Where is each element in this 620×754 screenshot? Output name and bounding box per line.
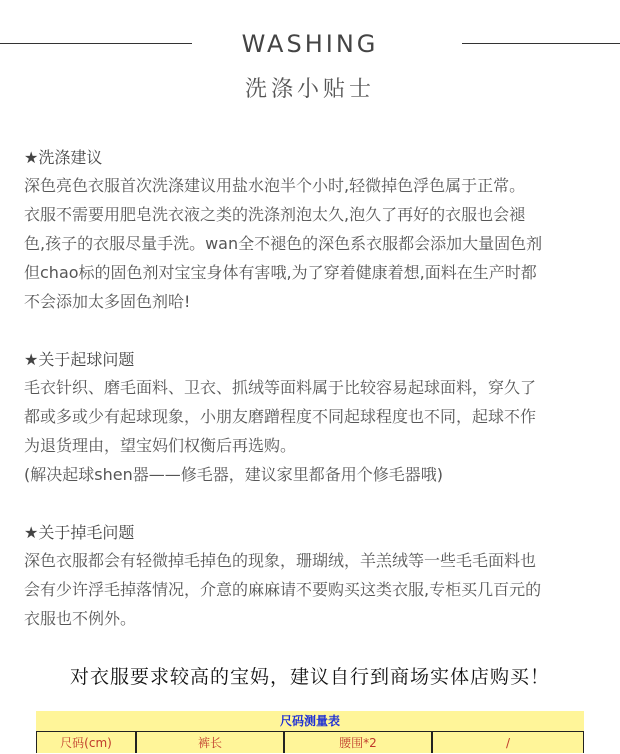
section-pilling <box>24 347 620 489</box>
header-title-en: WASHING <box>241 30 379 58</box>
section-title: ★关于掉毛问题 <box>24 523 135 542</box>
body-line: 但chao标的固色剂对宝宝身体有害哦,为了穿着健康着想,面料在生产时都 <box>24 263 537 282</box>
body-line: 会有少许浮毛掉落情况，介意的麻麻请不要购买这类衣服,专柜买几百元的 <box>24 580 542 599</box>
header-cell-pants-length: 裤长 <box>136 731 284 753</box>
section-shedding <box>24 520 620 633</box>
purchase-notice: 对衣服要求较高的宝妈，建议自行到商场实体店购买！ <box>69 666 550 688</box>
header-cell-waist: 腰围*2 <box>284 731 432 753</box>
section-title: ★关于起球问题 <box>24 350 135 369</box>
section-body <box>24 171 620 316</box>
body-line: 衣服也不例外。 <box>24 609 137 628</box>
washing-header <box>0 0 620 110</box>
body-line: 为退货理由，望宝妈们权衡后再选购。 <box>24 436 297 455</box>
body-line: 衣服不需要用肥皂洗衣液之类的洗涤剂泡太久,泡久了再好的衣服也会褪 <box>24 205 526 224</box>
body-line: (解决起球shen器——修毛器，建议家里都备用个修毛器哦) <box>24 465 443 484</box>
size-table <box>36 711 584 753</box>
body-line: 色,孩子的衣服尽量手洗。wan全不褪色的深色系衣服都会添加大量固色剂 <box>24 234 543 253</box>
body-line: 毛衣针织、磨毛面料、卫衣、抓绒等面料属于比较容易起球面料，穿久了 <box>24 378 537 397</box>
section-title: ★洗涤建议 <box>24 148 103 167</box>
header-cell-size: 尺码(cm) <box>36 731 136 753</box>
header-cell-blank: / <box>432 731 584 753</box>
size-table-title: 尺码测量表 <box>36 711 584 731</box>
body-line: 都或多或少有起球现象，小朋友磨蹭程度不同起球程度也不同，起球不作 <box>24 407 537 426</box>
section-body <box>24 373 620 489</box>
body-line: 不会添加太多固色剂哈! <box>24 292 191 311</box>
size-table-header-row <box>36 731 584 753</box>
body-line: 深色衣服都会有轻微掉毛掉色的现象，珊瑚绒，羊羔绒等一些毛毛面料也 <box>24 551 537 570</box>
body-line: 深色亮色衣服首次洗涤建议用盐水泡半个小时,轻微掉色浮色属于正常。 <box>24 176 526 195</box>
section-washing-advice <box>24 145 620 316</box>
header-title-cn: 洗涤小贴士 <box>244 77 375 102</box>
section-body <box>24 546 620 633</box>
